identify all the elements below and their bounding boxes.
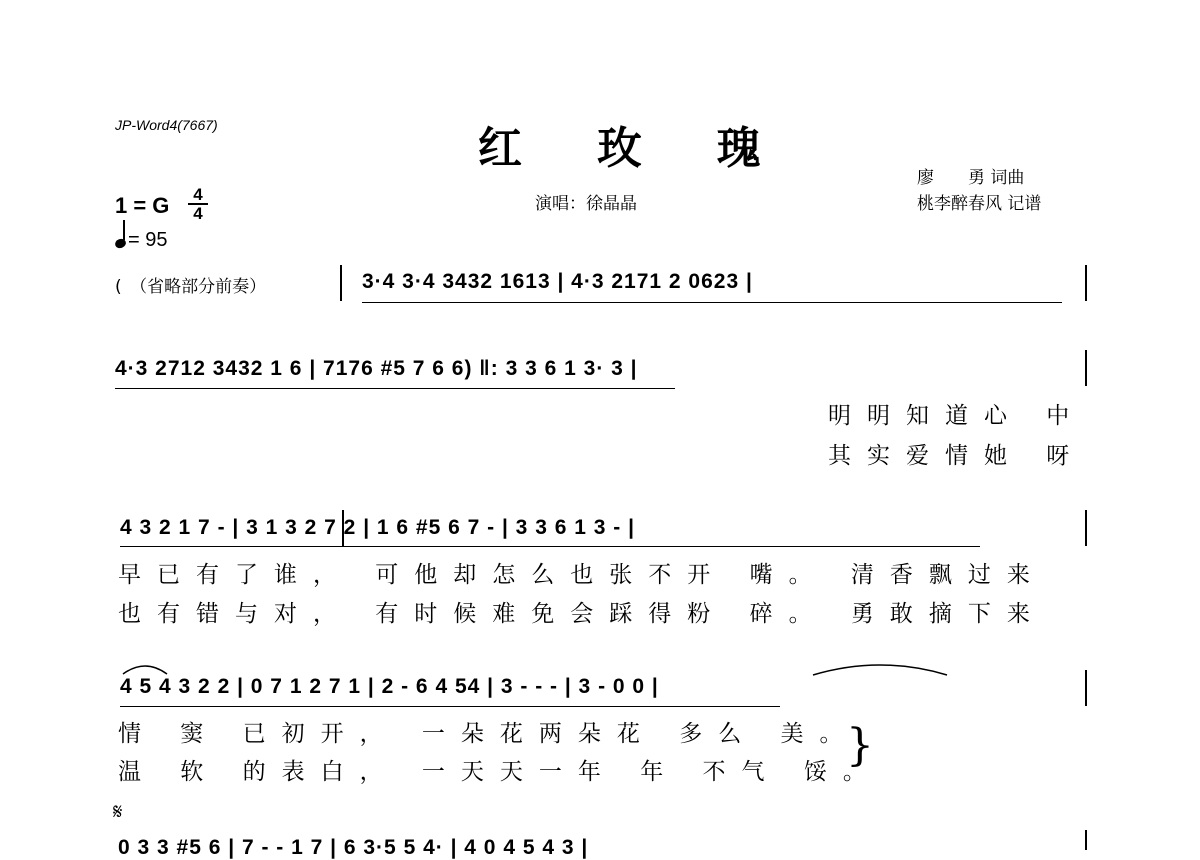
transcriber-credit: 桃李醉春风 记谱 <box>917 194 1042 214</box>
singer-credit: 演唱：徐晶晶 <box>535 194 637 214</box>
barline <box>1085 830 1087 850</box>
barline <box>1085 510 1087 546</box>
barline <box>1085 265 1087 301</box>
verse-brace: } <box>846 720 874 771</box>
tempo-marking <box>115 226 167 252</box>
song-title: 红 玫 瑰 <box>478 123 791 174</box>
barline <box>340 265 342 301</box>
system-4-lyric-verse-1: 情 窦 已初开， 一朵花两朵花 多么 美。 <box>118 721 859 747</box>
barline <box>1085 670 1087 706</box>
system-2-lyric-verse-2: 其实爱情她 呀 <box>828 443 1086 469</box>
key-signature: 1 = G <box>115 193 170 218</box>
tie-mark <box>810 655 950 677</box>
source-label: JP-Word4(7667) <box>115 117 218 133</box>
segno-sign: 𝄋 <box>113 800 123 825</box>
system-3-notes: 4 3 2 1 7 - | 3 1 3 2 7 2 | 1 6 #5 6 7 - | 3 3 6 1 3 - | <box>120 516 635 539</box>
system-3-lyric-verse-1: 早已有了谁， 可他却怎么也张不开 嘴。 清香飘过来 <box>118 562 1046 588</box>
time-signature-bottom: 4 <box>188 203 208 222</box>
system-2-notes: 4·3 2712 3432 1 6 | 7176 #5 7 6 6) ‖: 3 3 6 1 3· 3 | <box>115 357 638 380</box>
system-4-notes: 4 5 4 3 2 2 | 0 7 1 2 7 1 | 2 - 6 4 54 | 3 - - - | 3 - 0 0 | <box>120 675 659 698</box>
system-4-lyric-verse-2: 温 软 的表白， 一天天一年 年 不气 馁。 <box>118 759 882 785</box>
time-signature <box>188 186 208 222</box>
system-3-lyric-verse-2: 也有错与对， 有时候难免会踩得粉 碎。 勇敢摘下来 <box>118 601 1046 627</box>
system-5-notes: 0 3 3 #5 6 | 7 - - 1 7 | 6 3·5 5 4· | 4 0 4 5 4 3 | <box>118 836 589 859</box>
lyricist-composer-credit: 廖 勇 词曲 <box>917 168 1025 188</box>
system-2-lyric-verse-1: 明明知道心 中 <box>828 403 1086 429</box>
intro-note: ( （省略部分前奏） <box>115 277 267 297</box>
tempo-value: = 95 <box>128 229 168 251</box>
system-1-notes: 3·4 3·4 3432 1613 | 4·3 2171 2 0623 | <box>362 270 753 293</box>
time-signature-top: 4 <box>193 185 203 204</box>
slur-mark <box>120 658 170 676</box>
barline <box>1085 350 1087 386</box>
quarter-note-icon <box>114 237 127 249</box>
